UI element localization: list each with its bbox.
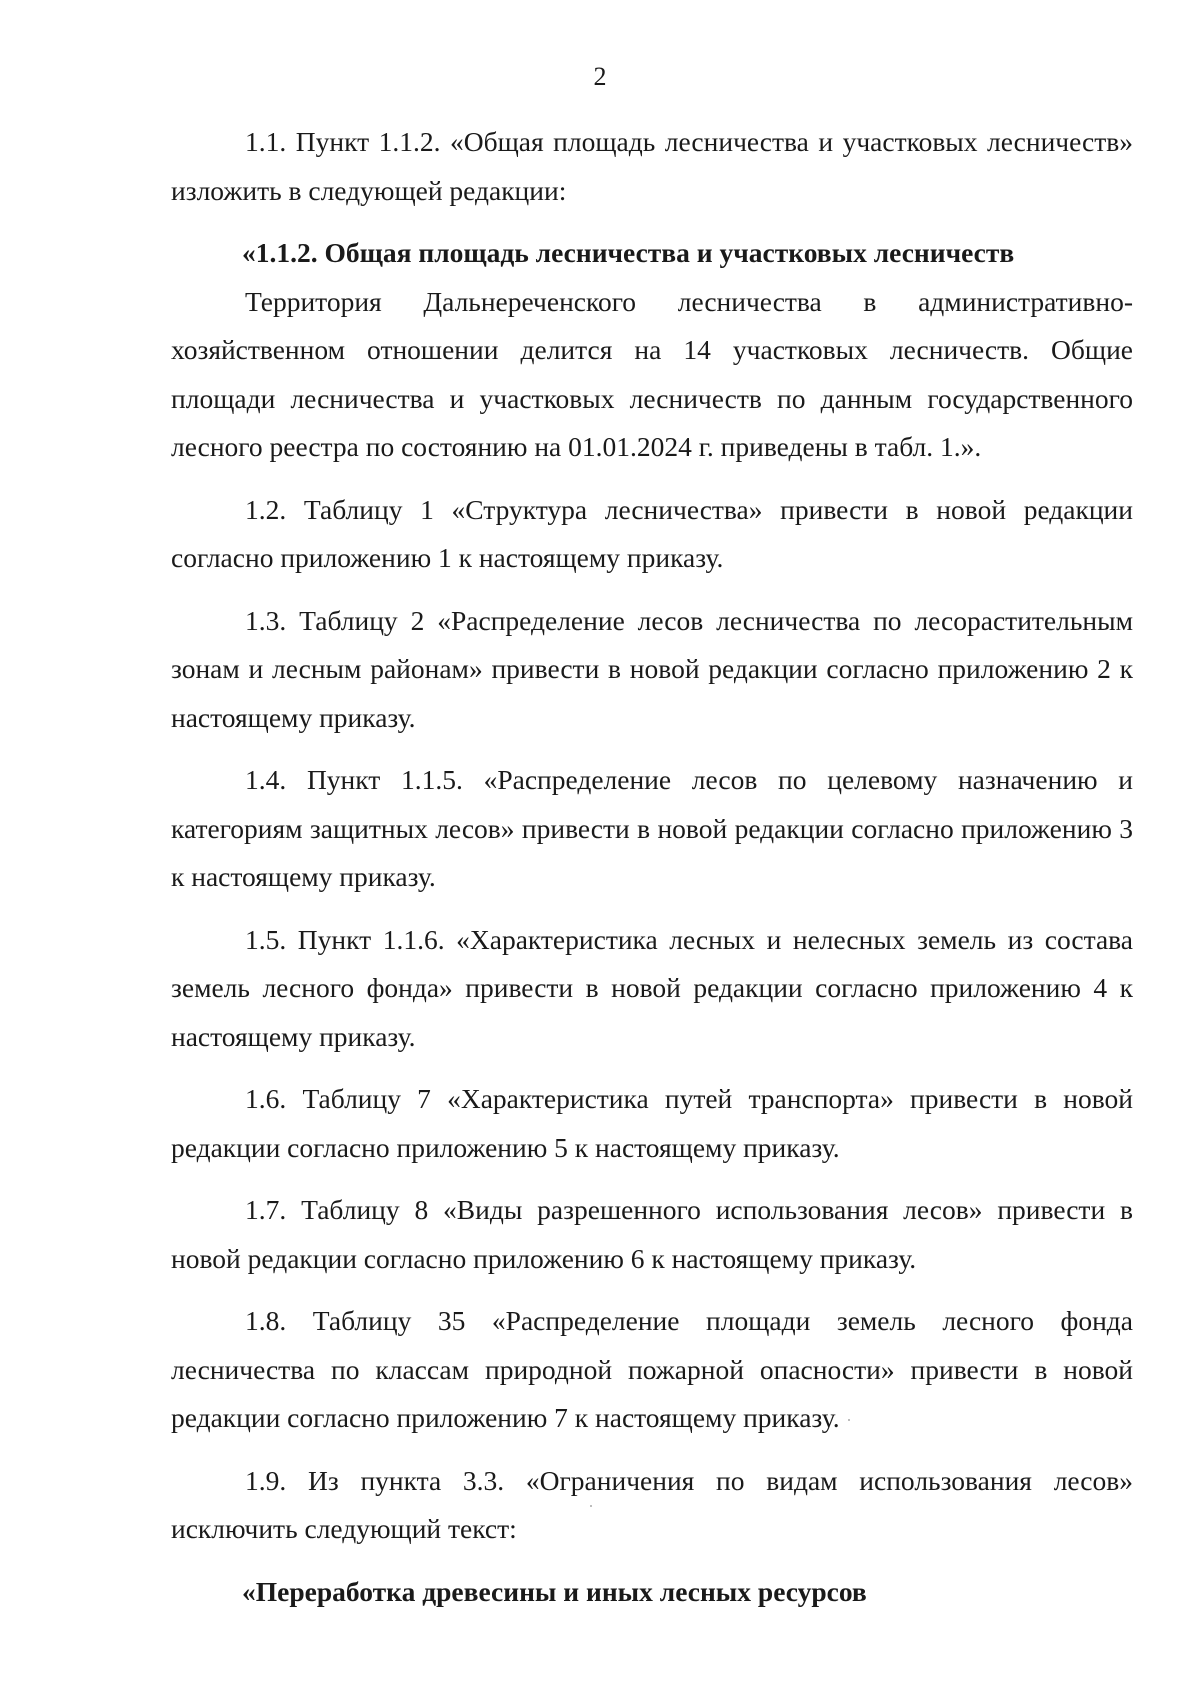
- paragraph-1-6: 1.6. Таблицу 7 «Характеристика путей транспорта» привести в новой редакции согласно приложению 5 к настоящему приказу.: [171, 1083, 1133, 1163]
- heading-1-1-2: «1.1.2. Общая площадь лесничества и участковых лесничеств: [242, 237, 1015, 268]
- paragraph-1-1: 1.1. Пункт 1.1.2. «Общая площадь лесничества и участковых лесничеств» изложить в следующей редакции:: [171, 126, 1133, 206]
- paragraph-1-5: 1.5. Пункт 1.1.6. «Характеристика лесных и нелесных земель из состава земель лесного фонда» привести в новой редакции согласно приложению 4 к настоящему приказу.: [171, 923, 1133, 1052]
- paragraph-1-8: 1.8. Таблицу 35 «Распределение площади земель лесного фонда лесничества по классам природной пожарной опасности» привести в новой редакции согласно приложению 7 к настоящему приказу.: [171, 1305, 1133, 1433]
- paragraph-1-4: 1.4. Пункт 1.1.5. «Распределение лесов по целевому назначению и категориям защитных лесов» привести в новой редакции согласно приложению 3 к настоящему приказу.: [171, 764, 1133, 892]
- paragraph-1-3: 1.3. Таблицу 2 «Распределение лесов лесничества по лесорастительным зонам и лесным районам» привести в новой редакции согласно приложению 2 к настоящему приказу.: [171, 604, 1133, 733]
- document-body: [171, 118, 1133, 1616]
- paragraph-1-9: 1.9. Из пункта 3.3. «Ограничения по видам использования лесов» исключить следующий текст:: [171, 1464, 1133, 1544]
- paragraph-territory: Территория Дальнереченского лесничества в административно-хозяйственном отношении делится на 14 участковых лесничеств. Общие площади лесничества и участковых лесничеств по данным государственного лесного реестра по состоянию на 01.01.2024 г. приведены в табл. 1.».: [171, 285, 1133, 462]
- heading-wood-processing: «Переработка древесины и иных лесных ресурсов: [242, 1575, 867, 1607]
- page-number: 2: [593, 62, 607, 91]
- paragraph-1-7: 1.7. Таблицу 8 «Виды разрешенного использования лесов» привести в новой редакции согласно приложению 6 к настоящему приказу.: [171, 1194, 1133, 1274]
- scan-speck: [848, 1419, 850, 1421]
- paragraph-1-2: 1.2. Таблицу 1 «Структура лесничества» привести в новой редакции согласно приложению 1 к настоящему приказу.: [171, 493, 1133, 573]
- scan-speck: [590, 1505, 592, 1507]
